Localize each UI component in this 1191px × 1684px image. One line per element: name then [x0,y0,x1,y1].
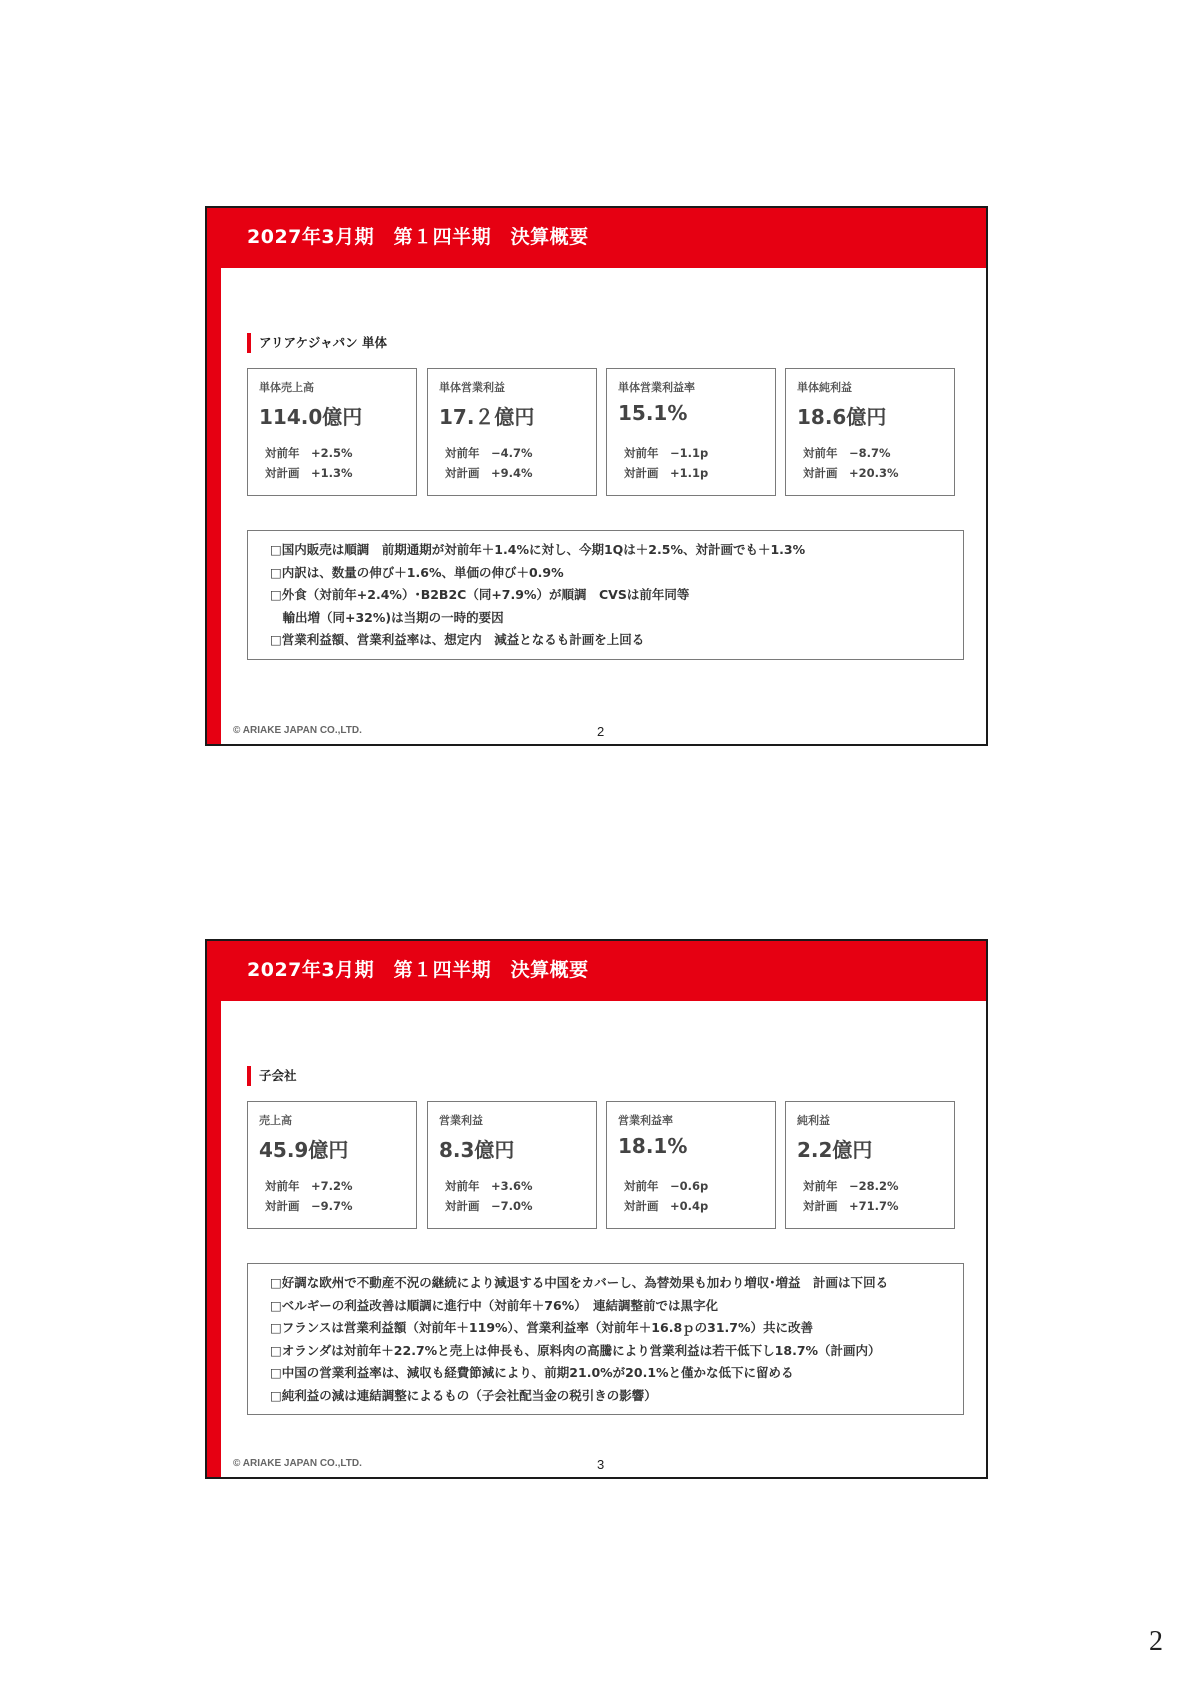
slide-1 [205,206,988,746]
kpi-yoy: 対前年 +7.2% [265,1179,353,1193]
kpi-card-operating-margin [606,1101,776,1229]
kpi-card-sales [247,1101,417,1229]
note-line: □フランスは営業利益額（対前年＋119%）、営業利益率（対前年＋16.8ｐの31.7%）共に改善 [270,1320,814,1335]
kpi-plan: 対計画 +20.3% [803,466,899,480]
copyright: © ARIAKE JAPAN CO.,LTD. [233,1458,362,1469]
kpi-label: 単体営業利益率 [618,381,695,394]
kpi-card-net-profit [785,368,955,496]
kpi-yoy: 対前年 −8.7% [803,446,891,460]
note-line: □営業利益額、営業利益率は、想定内 減益となるも計画を上回る [270,632,645,647]
note-line: □中国の営業利益率は、減収も経費節減により、前期21.0%が20.1%と僅かな低下に留める [270,1365,794,1380]
kpi-yoy: 対前年 −4.7% [445,446,533,460]
kpi-value: 114.0億円 [259,405,363,429]
kpi-plan: 対計画 +1.3% [265,466,353,480]
kpi-plan: 対計画 +0.4p [624,1199,709,1213]
kpi-plan: 対計画 −7.0% [445,1199,533,1213]
accent-bar [207,208,221,744]
kpi-label: 単体売上高 [259,381,314,394]
kpi-value: 45.9億円 [259,1138,349,1162]
accent-bar [207,941,221,1477]
kpi-card-operating-margin [606,368,776,496]
kpi-label: 純利益 [797,1114,830,1127]
slide-title: 2027年3月期 第１四半期 決算概要 [247,959,589,981]
kpi-card-net-profit [785,1101,955,1229]
kpi-plan: 対計画 +71.7% [803,1199,899,1213]
notes-box [247,1263,964,1415]
copyright: © ARIAKE JAPAN CO.,LTD. [233,725,362,736]
kpi-plan: 対計画 −9.7% [265,1199,353,1213]
slide-number: 3 [597,1457,605,1472]
kpi-card-sales [247,368,417,496]
kpi-label: 売上高 [259,1114,292,1127]
slide-number: 2 [597,724,605,739]
kpi-yoy: 対前年 −28.2% [803,1179,899,1193]
kpi-value: 2.2億円 [797,1138,873,1162]
notes-box [247,530,964,660]
kpi-value: 17.２億円 [439,405,535,429]
page-number: 2 [1149,1626,1163,1657]
kpi-label: 営業利益率 [618,1114,673,1127]
slide-header [207,941,986,1001]
note-line: □ベルギーの利益改善は順調に進行中（対前年＋76%） 連結調整前では黒字化 [270,1297,718,1313]
kpi-yoy: 対前年 −1.1p [624,446,709,460]
kpi-yoy: 対前年 +2.5% [265,446,353,460]
kpi-yoy: 対前年 +3.6% [445,1179,533,1193]
slide-2 [205,939,988,1479]
note-line: □内訳は、数量の伸び＋1.6%、単価の伸び＋0.9% [270,564,564,580]
note-line: □オランダは対前年＋22.7%と売上は伸長も、原料肉の高騰により営業利益は若干低下し18.7%（計画内） [270,1342,881,1358]
kpi-value: 8.3億円 [439,1138,515,1162]
kpi-value: 18.1% [618,1134,688,1158]
section-label: アリアケジャパン 単体 [247,333,387,353]
kpi-label: 単体純利益 [797,381,852,394]
kpi-yoy: 対前年 −0.6p [624,1179,709,1193]
section-label: 子会社 [247,1066,297,1086]
note-line: □外食（対前年+2.4%）･B2B2C（同+7.9%）が順調 CVSは前年同等 [270,587,690,602]
note-line: □純利益の減は連結調整によるもの（子会社配当金の税引きの影響） [270,1387,657,1403]
kpi-label: 単体営業利益 [439,381,505,394]
kpi-value: 15.1% [618,401,688,425]
kpi-plan: 対計画 +1.1p [624,466,709,480]
kpi-card-operating-profit [427,1101,597,1229]
kpi-card-operating-profit [427,368,597,496]
kpi-plan: 対計画 +9.4% [445,466,533,480]
note-line: □国内販売は順調 前期通期が対前年＋1.4%に対し、今期1Qは＋2.5%、対計画でも＋1.3% [270,542,806,557]
slide-header [207,208,986,268]
note-line: 輸出増（同+32%)は当期の一時的要因 [270,609,504,625]
slide-title: 2027年3月期 第１四半期 決算概要 [247,226,589,248]
kpi-label: 営業利益 [439,1114,483,1127]
kpi-value: 18.6億円 [797,405,887,429]
note-line: □好調な欧州で不動産不況の継続により減退する中国をカバーし、為替効果も加わり増収･増益 計画は下回る [270,1275,889,1290]
